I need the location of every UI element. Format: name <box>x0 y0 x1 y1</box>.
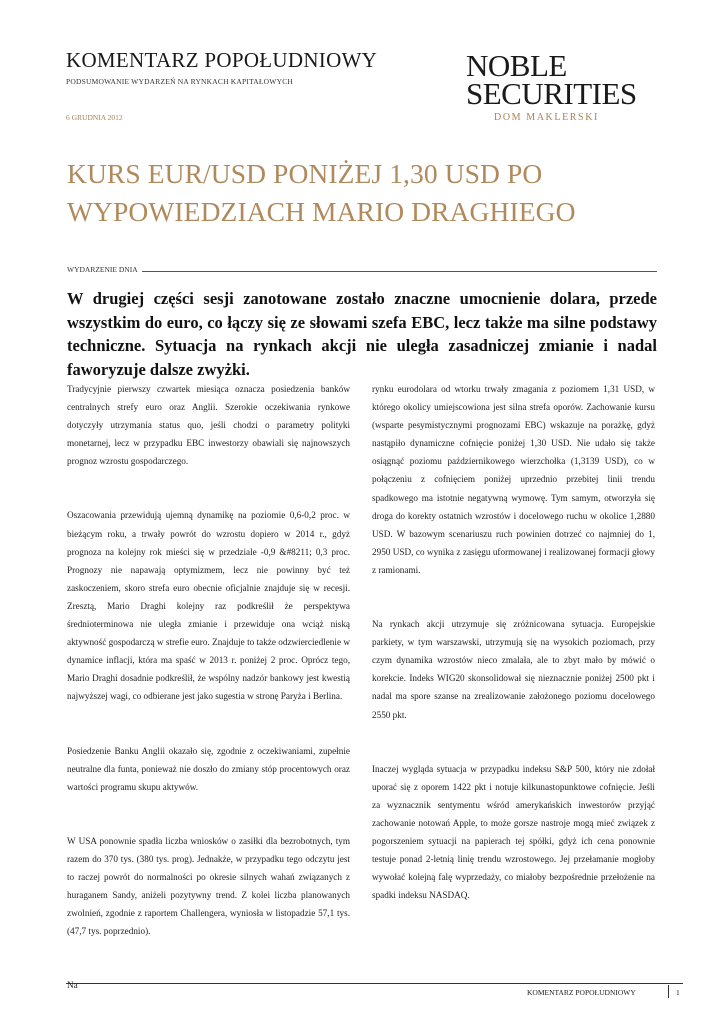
paragraph: Inaczej wygląda sytuacja w przypadku indeksu S&P 500, który nie zdołał uporać się z oporem 1422 pkt i notuje kilkunastopunktowe cofnięcie. Jeśli za wyznacznik sentymentu wśród amerykańskich inwestorów przyjąć zachowanie notowań Apple, to może gorsze nastroje mogą mieć związek z pogorszeniem sytuacji na papierach tej spółki, gdyż ich cena ponownie testuje ponad 2-letnią linię trendu wzrostowego. Jej przełamanie mogłoby wywołać kolejną falę wyprzedaży, co miałoby bezpośrednie przełożenie na spadki indeksu NASDAQ. <box>372 763 655 901</box>
section-rule <box>67 271 657 272</box>
paragraph: Posiedzenie Banku Anglii okazało się, zgodnie z oczekiwaniami, zupełnie neutralne dla funta, ponieważ nie doszło do zmiany stóp procentowych oraz wartości programu skupu aktywów. <box>67 745 350 792</box>
footer-separator <box>668 985 669 998</box>
footer-rule <box>66 983 683 984</box>
report-subtitle: PODSUMOWANIE WYDARZEŃ NA RYNKACH KAPITAŁOWYCH <box>66 77 294 86</box>
report-title: KOMENTARZ POPOŁUDNIOWY <box>66 48 378 72</box>
paragraph: W USA ponownie spadła liczba wniosków o zasiłki dla bezrobotnych, tym razem do 370 tys. (380 tys. prog). Jednakże, w przypadku tego odczytu jest to raczej powrót do normalności po okresie silnych wahań związanych z huraganem Sandy, aniżeli pozytywny trend. Z kolei liczba planowanych zwolnień, zgodnie z raportem Challengera, wyniosła w listopadzie 57,1 tys. (47,7 tys. poprzednio). <box>67 835 350 937</box>
headline-line-1: KURS EUR/USD PONIŻEJ 1,30 USD PO <box>67 158 543 189</box>
lead-paragraph: W drugiej części sesji zanotowane zostało znaczne umocnienie dolara, przede wszystkim do euro, co łączy się ze słowami szefa EBC, lecz także ma silne podstawy techniczne. Sytuacja na rynkach akcji nie uległa zasadniczej zmianie i nadal faworyzuje dalsze zwyżki. <box>67 289 657 379</box>
right-column <box>372 380 655 904</box>
headline-line-2: WYPOWIEDZIACH MARIO DRAGHIEGO <box>67 196 576 227</box>
paragraph: Na rynkach akcji utrzymuje się zróżnicowana sytuacja. Europejskie parkiety, w tym warszawski, utrzymują się na wysokich poziomach, przy czym dynamika wzrostów nieco zmalała, ale to zbyt mało by mówić o korekcie. Indeks WIG20 skonsolidował się nieznacznie poniżej 2500 pkt i nadal ma spore szanse na zrealizowanie założonego poziomu docelowego 2550 pkt. <box>372 619 655 720</box>
paragraph: Tradycyjnie pierwszy czwartek miesiąca oznacza posiedzenia banków centralnych strefy euro oraz Anglii. Szerokie oczekiwania rynkowe dotyczyły utrzymania status quo, jeśli chodzi o parametry polityki monetarnej, lecz w przypadku EBC inwestorzy obawiali się najnowszych prognoz wzrostu gospodarczego. <box>67 384 350 467</box>
page-number: 1 <box>676 988 680 997</box>
headline <box>67 155 667 231</box>
paragraph: rynku eurodolara od wtorku trwały zmagania z poziomem 1,31 USD, w którego okolicy umiejscowiona jest silna strefa oporów. Zachowanie kursu (wsparte pesymistycznymi prognozami EBC) wskazuje na porażkę, gdyż nastąpiło dynamiczne cofnięcie poniżej 1,30 USD. Nie udało się także osiągnąć poziomu październikowego wierzchołka (1,3139 USD), co w połączeniu z cofnięciem poniżej uprzednio przebitej linii trendu spadkowego ma istotnie negatywną wymowę. Tym samym, otworzyła się droga do korekty ostatnich wzrostów i docelowego ruchu w okolice 1,2880 USD. W bazowym scenariuszu ruch powinien dotrzeć co najmniej do 1, 2950 USD, co wynika z zasięgu uformowanej i realizowanej formacji głowy z ramionami. <box>372 384 655 575</box>
logo-line-dom-maklerski: DOM MAKLERSKI <box>494 112 599 123</box>
logo-line-securities: SECURITIES <box>466 76 637 111</box>
logo-line-noble: NOBLE <box>466 48 567 83</box>
paragraph: Oszacowania przewidują ujemną dynamikę na poziomie 0,6-0,2 proc. w bieżącym roku, a trwały powrót do wzrostu dopiero w 2014 r., gdyż prognoza na kolejny rok mieści się w przedziale -0,9 &#8211; 0,3 proc. Prognozy nie napawają optymizmem, lecz nie powinny być też zaskoczeniem, skoro strefa euro obecnie oficjalnie znajduje się w recesji. Zresztą, Mario Draghi kolejny raz podkreślił że perspektywa średnioterminowa nie uległa zmianie i przewiduje ona wciąż niską aktywność gospodarczą w strefie euro. Znajduje to także odzwierciedlenie w dynamice inflacji, która ma spaść w 2013 r. poniżej 2 proc. Oprócz tego, Mario Draghi dosadnie podkreślił, że wspólny nadzór bankowy jest kwestią najwyższej wagi, co odbierane jest jako sugestia w stronę Paryża i Berlina. <box>67 510 350 702</box>
footer-label: KOMENTARZ POPOŁUDNIOWY <box>527 988 636 997</box>
section-label: WYDARZENIE DNIA <box>67 265 142 274</box>
paragraph: Na <box>67 980 78 991</box>
report-date: 6 GRUDNIA 2012 <box>66 113 123 122</box>
left-column <box>67 380 350 994</box>
noble-securities-logo <box>466 50 661 128</box>
